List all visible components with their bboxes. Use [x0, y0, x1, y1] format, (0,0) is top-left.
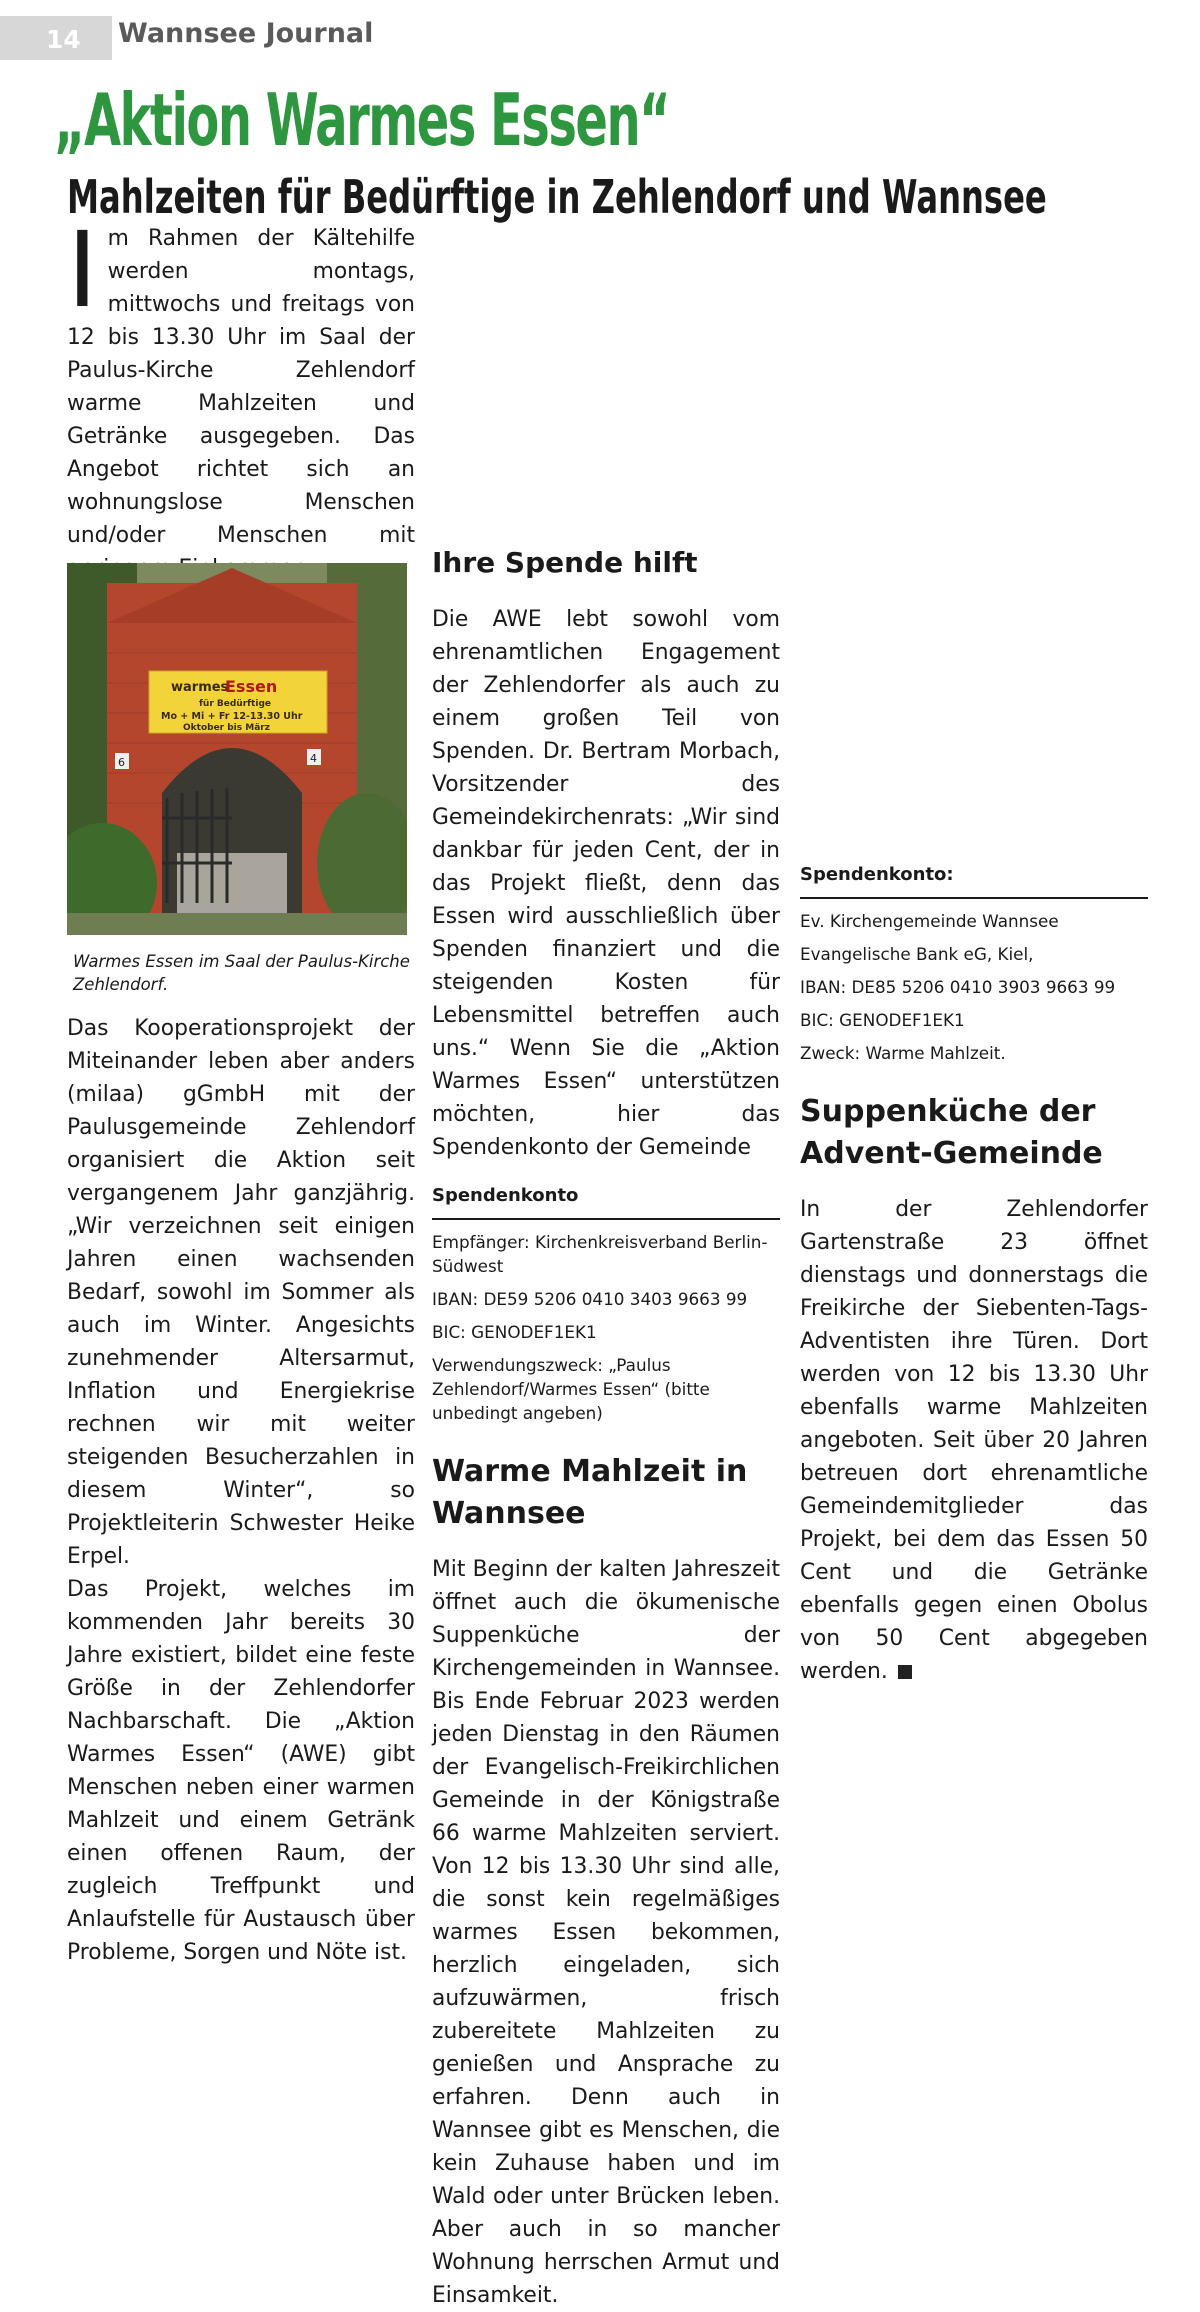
account-bic: BIC: GENODEF1EK1	[432, 1322, 597, 1342]
article-subtitle: Mahlzeiten für Bedürftige in Zehlendorf und Wannsee	[67, 170, 1047, 224]
intro-text: m Rahmen der Kältehilfe werden montags, mittwochs und freitags von 12 bis 13.30 Uhr im Saal der Paulus-Kirche Zehlendorf warme Mahlzeiten und Getränke ausgegeben. Das Angebot richtet sich an wohnungslose Menschen und/oder Menschen mit	[67, 226, 415, 548]
journal-name: Wannsee Journal	[118, 18, 374, 49]
wannsee-account-box	[800, 863, 1148, 1065]
project-text: Das Projekt, welches im kommenden Jahr bereits 30 Jahre existiert, bildet eine feste Größe in der Zehlendorfer Nachbarschaft. Die „Aktion Warmes Essen“ (AWE) gibt Menschen neben einer warmen Mahlzeit und einem Getränk einen offenen Raum, der zugleich Treffpunkt und Anlaufstelle für Austausch über Probleme, Sorgen und Nöte ist.	[67, 1577, 415, 1965]
donation-section	[432, 545, 780, 2312]
donation-account-title: Spendenkonto	[432, 1184, 780, 1220]
heading-advent: Suppenküche der Advent-Gemeinde	[800, 1094, 1103, 1171]
wannsee-account-section	[800, 863, 1148, 1688]
house-number-left: 6	[118, 756, 125, 769]
donation-account-box	[432, 1184, 780, 1425]
church-gate-illustration	[67, 563, 407, 935]
wannsee-text: Mit Beginn der kalten Jahreszeit öffnet auch die ökumenische Suppenküche der Kirchengemeinden in Wannsee. Bis Ende Februar 2023 werden jeden Dienstag in den Räumen der Evangelisch-Freikirchlichen Gemeinde in der Königstraße 66 warme Mahlzeiten serviert. Von 12 bis 13.30 Uhr sind alle, die sonst kein regelmäßiges warmes Essen bekommen, herzlich eingeladen, sich aufzuwärmen, frisch zubereitete Mahlzeiten zu genießen und Ansprache zu erfahren. Denn auch in Wannsee gibt es Menschen, die kein Zuhause haben und im Wald oder unter Brücken leben. Aber auch in so mancher Wohnung herrschen Armut und Einsamkeit.	[432, 1557, 780, 2308]
banner-text-line2: für Bedürftige	[199, 699, 271, 709]
advent-text: In der Zehlendorfer Gartenstraße 23 öffnet dienstags und donnerstags die Freikirche der Siebenten-Tags-Adventisten ihre Türen. Dort werden von 12 bis 13.30 Uhr ebenfalls warme Mahlzeiten angeboten. Seit über 20 Jahren betreuen dort ehrenamtliche Gemeindemitglieder das Projekt, bei dem das Essen 50 Cent und die Getränke ebenfalls gegen einen Obolus von 50 Cent abgegeben werden.	[800, 1197, 1148, 1684]
intro-paragraph	[67, 209, 415, 585]
banner-text-essen: Essen	[225, 677, 278, 696]
advent-paragraph	[800, 1193, 1148, 1688]
account-recipient: Empfänger: Kirchenkreisverband Berlin-Südwest	[432, 1232, 768, 1276]
donation-text: Die AWE lebt sowohl vom ehrenamtlichen Engagement der Zehlendorfer als auch zu einem großen Teil von Spenden. Dr. Bertram Morbach, Vorsitzender des Gemeindekirchenrats: „Wir sind dankbar für jeden Cent, der in das Projekt fließt, denn das Essen wird ausschließlich über Spenden finanziert und die steigenden Kosten für Lebensmittel betreffen auch uns.“ Wenn Sie die „Aktion Warmes Essen“ unterstützen möchten, hier das Spendenkonto der Gemeinde	[432, 607, 780, 1160]
drop-cap: I	[67, 209, 98, 331]
account-iban: IBAN: DE59 5206 0410 3403 9663 99	[432, 1289, 748, 1309]
article-title: „Aktion Warmes Essen“	[54, 78, 670, 162]
banner-text-line4: Oktober bis März	[183, 723, 270, 733]
house-number-right: 4	[310, 752, 317, 765]
heading-donation: Ihre Spende hilft	[432, 546, 698, 579]
page-number-tab	[0, 16, 112, 60]
cooperation-text: Das Kooperationsprojekt der Miteinander leben aber anders (milaa) gGmbH mit der Paulusgemeinde Zehlendorf organisiert die Aktion seit vergangenem Jahr ganzjährig. „Wir verzeichnen seit einigen Jahren einen wachsenden Bedarf, sowohl im Sommer als auch im Winter. Angesichts zunehmender Altersarmut, Inflation und Energiekrise rechnen wir mit weiter steigenden Besucherzahlen in diesem Winter“, so Projektleiterin Schwester Heike Erpel.	[67, 1016, 415, 1569]
heading-wannsee: Warme Mahlzeit in Wannsee	[432, 1454, 748, 1531]
account-purpose: Verwendungszweck: „Paulus Zehlendorf/Warmes Essen“ (bitte unbedingt angeben)	[432, 1355, 710, 1423]
end-mark-icon	[898, 1665, 912, 1679]
photo-caption: Warmes Essen im Saal der Paulus-Kirche Zehlendorf.	[73, 952, 410, 994]
page-number: 14	[46, 25, 81, 54]
wannsee-account-bank: Evangelische Bank eG, Kiel,	[800, 944, 1034, 964]
wannsee-account-bic: BIC: GENODEF1EK1	[800, 1010, 965, 1030]
wannsee-account-purpose: Zweck: Warme Mahlzeit.	[800, 1043, 1006, 1063]
wannsee-account-title: Spendenkonto:	[800, 863, 1148, 899]
cooperation-paragraph	[67, 1012, 415, 1969]
banner-text-line3: Mo + Mi + Fr 12-13.30 Uhr	[161, 711, 303, 722]
banner-text-warmes: warmes	[171, 680, 229, 695]
wannsee-account-iban: IBAN: DE85 5206 0410 3903 9663 99	[800, 977, 1116, 997]
wannsee-account-holder: Ev. Kirchengemeinde Wannsee	[800, 911, 1059, 931]
church-photo	[67, 563, 407, 935]
